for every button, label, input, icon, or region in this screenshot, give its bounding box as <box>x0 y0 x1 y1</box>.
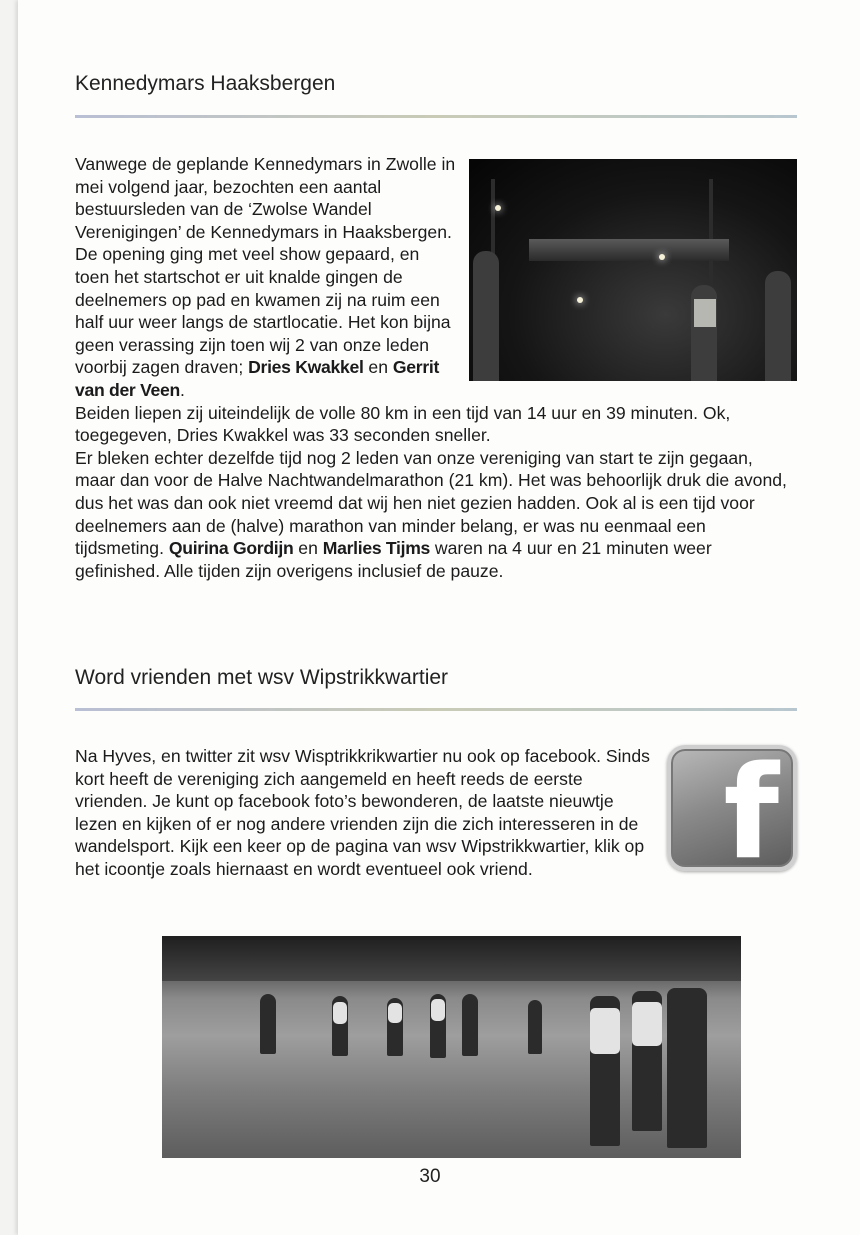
section-divider <box>75 115 797 118</box>
paragraph-facebook: Na Hyves, en twitter zit wsv Wisptrikkrikwartier nu ook op facebook. Sinds kort heeft de vereniging zich aangemeld en heeft reeds de eerste vrienden. Je kunt op facebook foto’s bewonderen, de laatste nieuwtje lezen en kijken of er nog andere vrienden zijn die zich interesseren in de wandelsport. Kijk een keer op de pagina van wsv Wipstrikkwartier, klik op het icoontje zoals hiernaast en wordt eventueel ook vriend. <box>75 746 650 879</box>
member-name: Dries Kwakkel <box>248 357 364 378</box>
facebook-icon[interactable]: f <box>667 745 797 871</box>
paragraph-kennedymars-2: Beiden liepen zij uiteindelijk de volle 80 km in een tijd van 14 uur en 39 minuten. Ok, toegegeven, Dries Kwakkel was 33 seconden sneller. <box>75 402 731 446</box>
member-name: Marlies Tijms <box>322 538 431 559</box>
photo-night-start <box>469 159 797 381</box>
section-title-facebook: Word vrienden met wsv Wipstrikkwartier <box>75 666 449 689</box>
paragraph-kennedymars-1: Vanwege de geplande Kennedymars in Zwolle in mei volgend jaar, bezochten een aantal bestuursleden van de ‘Zwolse Wandel Verenigingen’ de Kennedymars in Haaksbergen. De opening ging met veel show gepaard, en toen het startschot er uit knalde gingen de deelnemers op pad en kwamen zij na ruim een half uur weer langs de startlocatie. Het kon bijna geen verassing zijn toen wij 2 van onze leden voorbij zagen draven; Dries Kwakkel en Gerrit van der Veen. <box>75 154 456 400</box>
member-name: Gerrit van der Veen <box>75 357 440 400</box>
article-kennedymars <box>75 153 797 582</box>
article-facebook <box>75 739 797 888</box>
section-title-kennedymars: Kennedymars Haaksbergen <box>75 72 336 95</box>
paragraph-kennedymars-3: Er bleken echter dezelfde tijd nog 2 leden van onze vereniging van start te zijn gegaan, maar dan voor de Halve Nachtwandelmarathon (21 km). Het was behoorlijk druk die avond, dus het was dan ook niet vreemd dat wij hen niet gezien hadden. Ook al is een tijd voor deelnemers aan de (halve) marathon van minder belang, er was nu eenmaal een tijdsmeting. Quirina Gordijn en Marlies Tijms waren na 4 uur en 21 minuten weer gefinished. Alle tijden zijn overigens inclusief de pauze. <box>75 447 787 581</box>
member-name: Quirina Gordijn <box>168 538 294 559</box>
section-divider <box>75 708 797 711</box>
photo-walkers-field <box>162 936 741 1158</box>
page-number: 30 <box>419 1166 441 1187</box>
